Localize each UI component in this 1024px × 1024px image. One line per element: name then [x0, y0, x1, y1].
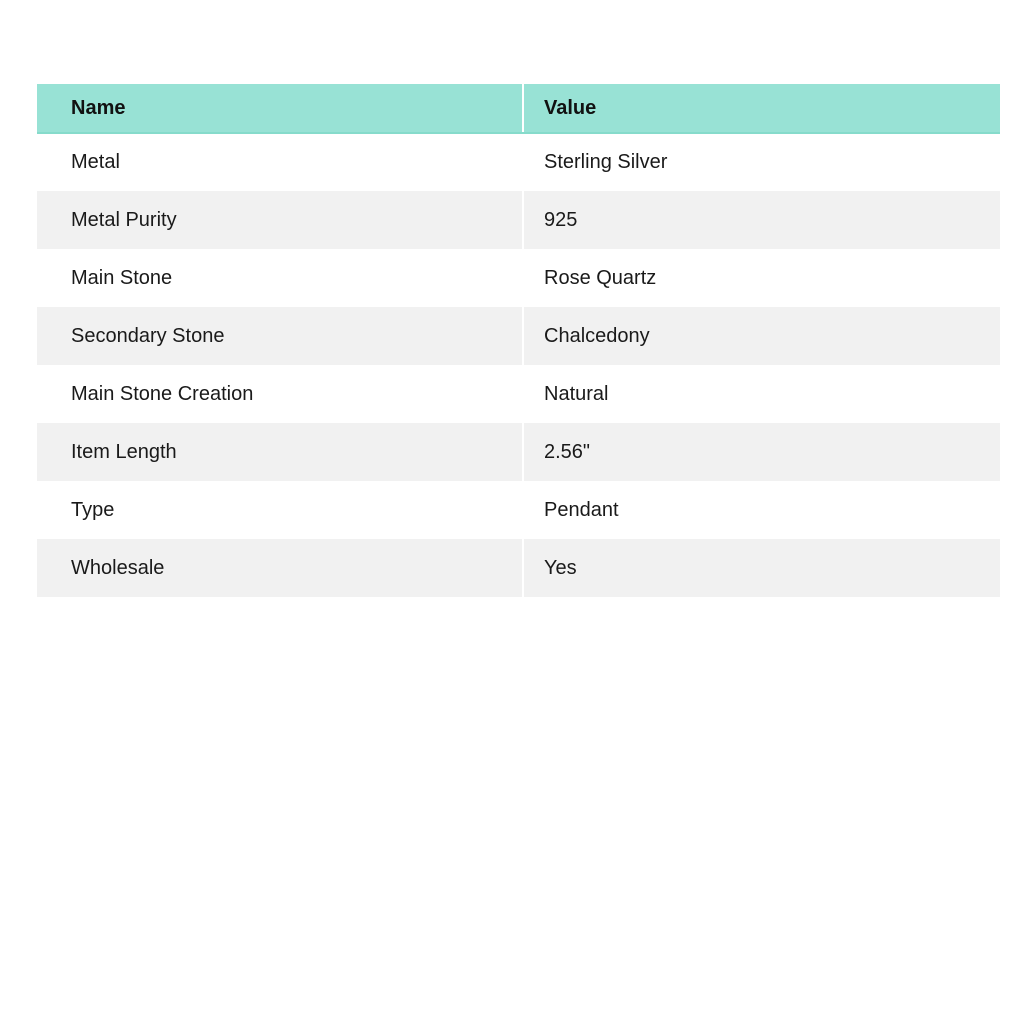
table-row — [37, 133, 1000, 191]
table-row — [37, 191, 1000, 249]
row-value-cell: 925 — [523, 191, 1000, 249]
row-name-cell: Wholesale — [37, 539, 523, 597]
spec-table-header — [37, 84, 1000, 133]
row-value-cell: Natural — [523, 365, 1000, 423]
row-name-cell: Main Stone Creation — [37, 365, 523, 423]
column-header-name: Name — [37, 84, 523, 133]
row-name-cell: Secondary Stone — [37, 307, 523, 365]
table-row — [37, 249, 1000, 307]
row-value-cell: Rose Quartz — [523, 249, 1000, 307]
row-value-cell: Sterling Silver — [523, 133, 1000, 191]
row-value-cell: Yes — [523, 539, 1000, 597]
row-value-cell: Pendant — [523, 481, 1000, 539]
table-row — [37, 423, 1000, 481]
column-header-value: Value — [523, 84, 1000, 133]
spec-table-body — [37, 133, 1000, 597]
table-row — [37, 481, 1000, 539]
table-row — [37, 365, 1000, 423]
row-name-cell: Metal Purity — [37, 191, 523, 249]
row-value-cell: 2.56" — [523, 423, 1000, 481]
row-name-cell: Item Length — [37, 423, 523, 481]
row-name-cell: Type — [37, 481, 523, 539]
product-spec-table — [37, 84, 1000, 597]
table-row — [37, 307, 1000, 365]
table-row — [37, 539, 1000, 597]
row-name-cell: Main Stone — [37, 249, 523, 307]
row-value-cell: Chalcedony — [523, 307, 1000, 365]
row-name-cell: Metal — [37, 133, 523, 191]
header-row — [37, 84, 1000, 133]
